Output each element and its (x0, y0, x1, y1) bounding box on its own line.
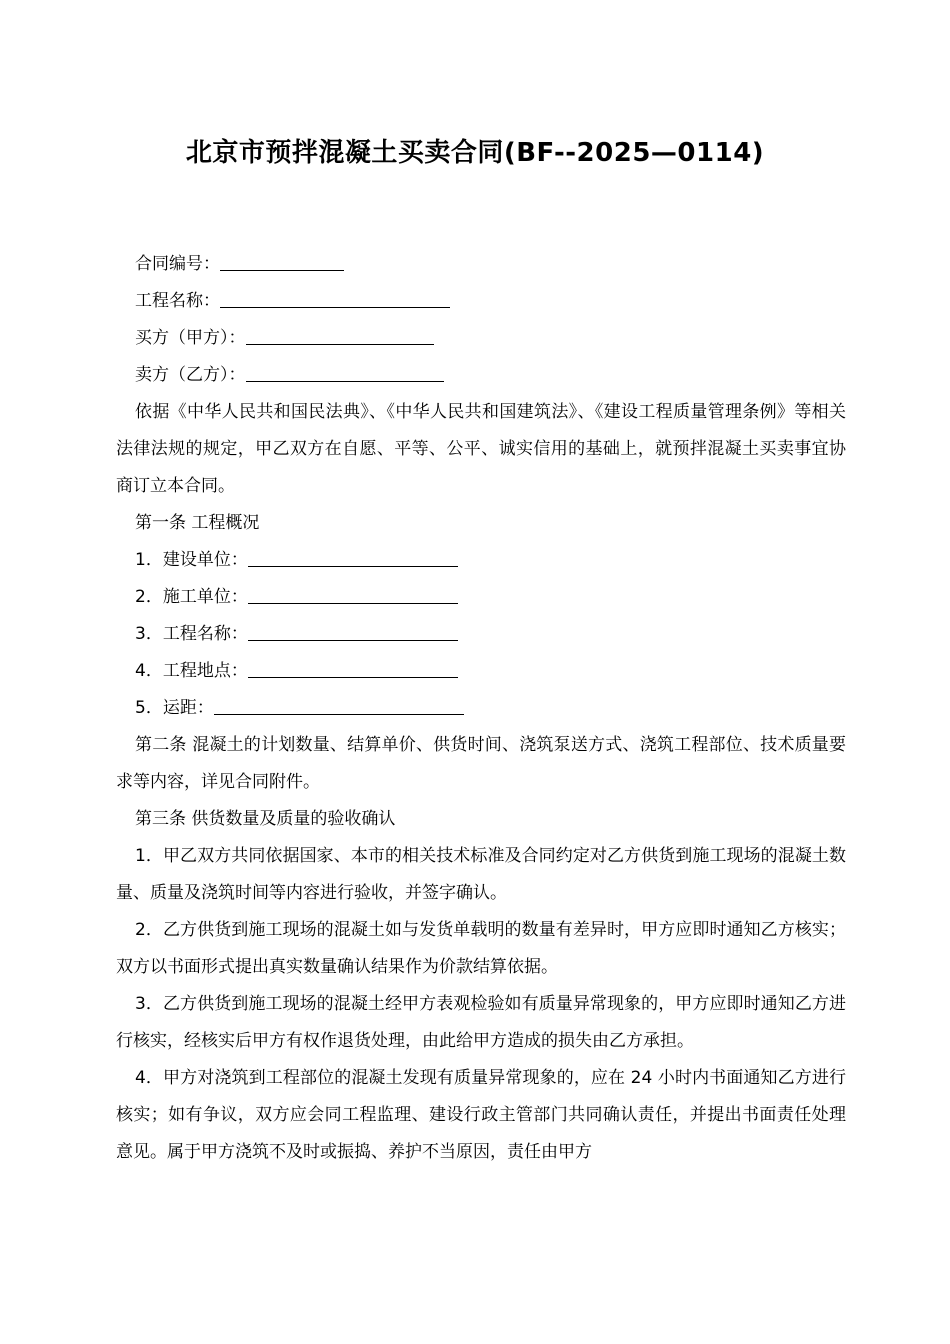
blank-line (220, 288, 450, 308)
contract-body (116, 246, 846, 1171)
field-label: 卖方（乙方）： (135, 365, 246, 385)
field-seller (116, 357, 846, 394)
article1-item (116, 616, 846, 653)
item-label: 1．建设单位： (135, 550, 248, 570)
blank-line (220, 251, 344, 271)
field-project-name (116, 283, 846, 320)
item-label: 2．施工单位： (135, 587, 248, 607)
article3-heading: 第三条 供货数量及质量的验收确认 (135, 809, 396, 829)
blank-line (248, 658, 458, 678)
field-contract-no (116, 246, 846, 283)
article3-item: 4．甲方对浇筑到工程部位的混凝土发现有质量异常现象的，应在 24 小时内书面通知乙方进行核实；如有争议，双方应会同工程监理、建设行政主管部门共同确认责任，并提出书面责任处理意见。属于甲方浇筑不及时或振捣、养护不当原因，责任由甲方 (116, 1068, 846, 1162)
article3-item: 3．乙方供货到施工现场的混凝土经甲方表观检验如有质量异常现象的，甲方应即时通知乙方进行核实，经核实后甲方有权作退货处理，由此给甲方造成的损失由乙方承担。 (116, 994, 846, 1051)
field-label: 工程名称： (135, 291, 220, 311)
article3-item: 2．乙方供货到施工现场的混凝土如与发货单载明的数量有差异时，甲方应即时通知乙方核实；双方以书面形式提出真实数量确认结果作为价款结算依据。 (116, 920, 846, 977)
field-label: 买方（甲方）： (135, 328, 246, 348)
blank-line (248, 621, 458, 641)
preamble-paragraph: 依据《中华人民共和国民法典》、《中华人民共和国建筑法》、《建设工程质量管理条例》等相关法律法规的规定，甲乙双方在自愿、平等、公平、诚实信用的基础上，就预拌混凝土买卖事宜协商订立本合同。 (116, 402, 846, 496)
article1-item (116, 653, 846, 690)
article1-item (116, 542, 846, 579)
item-label: 3．工程名称： (135, 624, 248, 644)
contract-title: 北京市预拌混凝土买卖合同(BF--2025—0114) (185, 138, 765, 168)
article1-item (116, 579, 846, 616)
field-buyer (116, 320, 846, 357)
blank-line (214, 695, 464, 715)
blank-line (246, 362, 444, 382)
item-label: 5．运距： (135, 698, 214, 718)
field-label: 合同编号： (135, 254, 220, 274)
blank-line (248, 584, 458, 604)
article3-item: 1．甲乙双方共同依据国家、本市的相关技术标准及合同约定对乙方供货到施工现场的混凝土数量、质量及浇筑时间等内容进行验收，并签字确认。 (116, 846, 846, 903)
article2-paragraph: 第二条 混凝土的计划数量、结算单价、供货时间、浇筑泵送方式、浇筑工程部位、技术质量要求等内容，详见合同附件。 (116, 735, 846, 792)
item-label: 4．工程地点： (135, 661, 248, 681)
blank-line (246, 325, 434, 345)
blank-line (248, 547, 458, 567)
article1-item (116, 690, 846, 727)
article1-heading: 第一条 工程概况 (135, 513, 260, 533)
